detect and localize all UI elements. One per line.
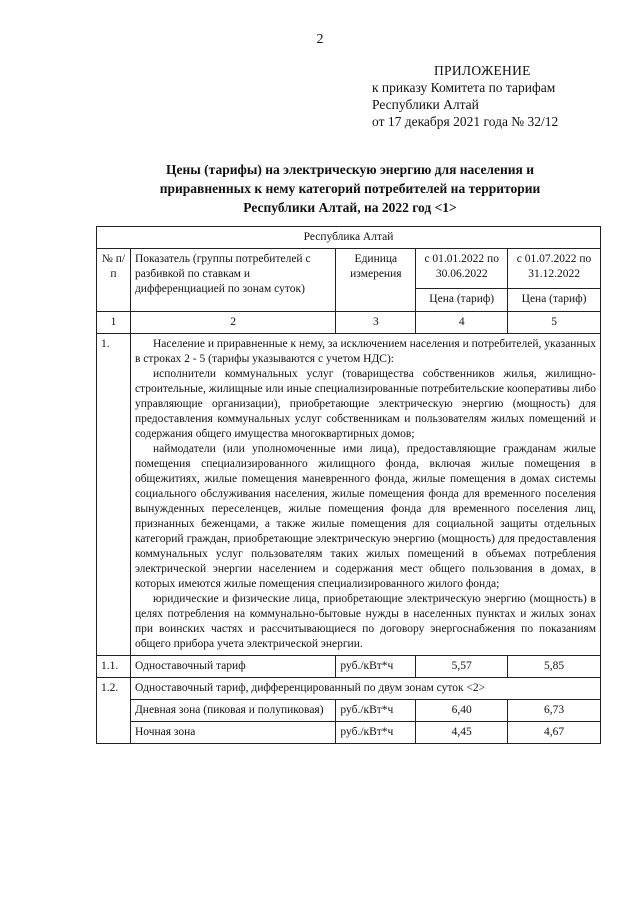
column-index: 4 <box>416 312 508 334</box>
row-1-1-value-1: 5,57 <box>416 656 508 678</box>
page-number: 2 <box>316 32 324 47</box>
section-1-paragraph: юридические и физические лица, приобретающие электрическую энергию (мощность) в целях потребления на коммунально-бытовые нужды в населенных пунктах и жилых зонах при воинских частях и рассчитывающиеся по договору энергоснабжения по показаниям общего прибора учета электрической энергии. <box>134 593 596 650</box>
region-header: Республика Алтай <box>97 227 601 249</box>
day-zone-value-2: 6,73 <box>508 700 601 722</box>
header-period-1: с 01.01.2022 по 30.06.2022 <box>416 249 508 289</box>
appendix-line-2: Республики Алтай <box>372 97 479 112</box>
day-zone-value-1: 6,40 <box>416 700 508 722</box>
row-1-1-value-2: 5,85 <box>508 656 601 678</box>
column-index: 2 <box>130 312 335 334</box>
title-line-2: приравненных к нему категорий потребителей на территории <box>159 181 541 196</box>
title-line-3: Республики Алтай, на 2022 год <1> <box>243 200 457 215</box>
row-1-2 <box>97 678 601 700</box>
row-1-1-num: 1.1. <box>97 656 131 678</box>
column-index-row <box>97 312 601 334</box>
night-zone-name: Ночная зона <box>130 722 335 744</box>
section-1-paragraph: наймодатели (или уполномоченные ими лица), предоставляющие гражданам жилые помещения специализированного жилищного фонда, включая жилые помещения в общежитиях, жилые помещения маневренного фонда, жилые помещения в домах системы социального обслуживания населения, жилые помещения фонда для временного поселения вынужденных переселенцев, жилые помещения фонда для временного поселения лиц, признанных беженцами, а также жилые помещения для социальной защиты отдельных категорий граждан, приобретающие электрическую энергию (мощность) для предоставления коммунальных услуг пользователям таких жилых помещений в объемах потребления электрической энергии населением и содержания мест общего пользования в домах, в которых имеются жилые помещения специализированного жилого фонда; <box>134 443 596 590</box>
header-unit: Единица измерения <box>336 249 416 312</box>
night-zone-value-1: 4,45 <box>416 722 508 744</box>
section-1-description <box>130 334 600 656</box>
day-zone-unit: руб./кВт*ч <box>336 700 416 722</box>
row-1-1-name: Одноставочный тариф <box>130 656 335 678</box>
column-index: 3 <box>336 312 416 334</box>
row-1-2-name: Одноставочный тариф, дифференцированный по двум зонам суток <2> <box>130 678 600 700</box>
section-1-paragraph: Население и приравненные к нему, за исключением населения и потребителей, указанных в строках 2 - 5 (тарифы указываются с учетом НДС): <box>134 338 596 365</box>
section-1-row <box>97 334 601 656</box>
title-line-1: Цены (тарифы) на электрическую энергию для населения и <box>165 162 535 177</box>
row-1-2-num: 1.2. <box>97 678 131 744</box>
document-title <box>100 160 600 217</box>
day-zone-name: Дневная зона (пиковая и полупиковая) <box>130 700 335 722</box>
appendix-header <box>372 62 632 130</box>
row-night-zone <box>97 722 601 744</box>
section-1-num: 1. <box>97 334 131 656</box>
appendix-line-3: от 17 декабря 2021 года № 32/12 <box>372 114 559 129</box>
row-1-1 <box>97 656 601 678</box>
appendix-line-1: к приказу Комитета по тарифам <box>372 80 556 95</box>
night-zone-unit: руб./кВт*ч <box>336 722 416 744</box>
column-index: 1 <box>97 312 131 334</box>
header-num: № п/п <box>97 249 131 312</box>
header-period-2: с 01.07.2022 по 31.12.2022 <box>508 249 601 289</box>
header-price-1: Цена (тариф) <box>416 289 508 312</box>
section-1-paragraph: исполнители коммунальных услуг (товарищества собственников жилья, жилищно-строительные, жилищные или иные специализированные потребительские кооперативы либо управляющие организации), приобретающие электрическую энергию (мощность) для предоставления коммунальных услуг собственникам и пользователям жилых помещений и содержания общего имущества многоквартирных домов; <box>134 368 596 440</box>
tariff-table <box>96 226 601 744</box>
night-zone-value-2: 4,67 <box>508 722 601 744</box>
header-indicator: Показатель (группы потребителей с разбивкой по ставкам и дифференциацией по зонам суток) <box>130 249 335 312</box>
column-index: 5 <box>508 312 601 334</box>
appendix-title: ПРИЛОЖЕНИЕ <box>434 63 531 78</box>
row-day-zone <box>97 700 601 722</box>
header-price-2: Цена (тариф) <box>508 289 601 312</box>
row-1-1-unit: руб./кВт*ч <box>336 656 416 678</box>
